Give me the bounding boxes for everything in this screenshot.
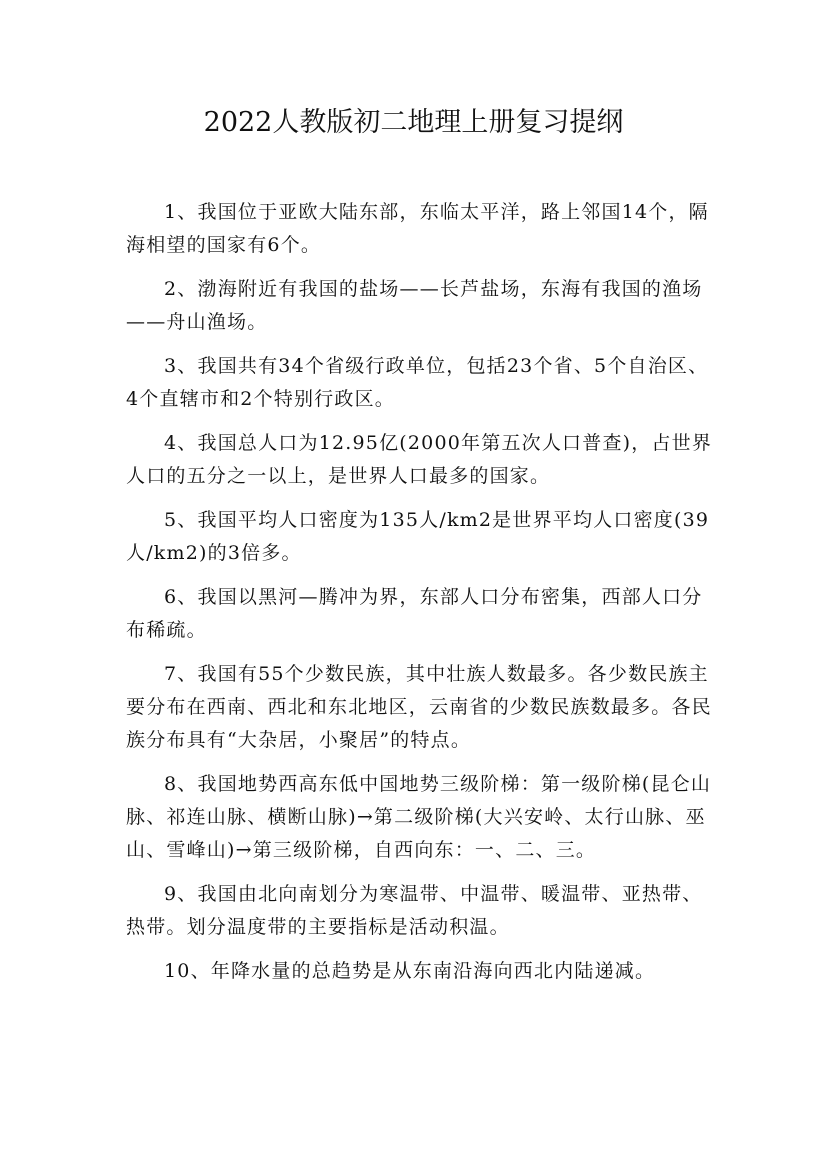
document-body (126, 196, 716, 999)
paragraph-3: 3、我国共有34个省级行政单位，包括23个省、5个自治区、4个直辖市和2个特别行政区。 (126, 355, 709, 410)
paragraph-2: 2、渤海附近有我国的盐场——长芦盐场，东海有我国的渔场——舟山渔场。 (126, 278, 703, 333)
paragraph-8: 8、我国地势西高东低中国地势三级阶梯：第一级阶梯(昆仑山脉、祁连山脉、横断山脉)→第二级阶梯(大兴安岭、太行山脉、巫山、雪峰山)→第三级阶梯，自西向东：一、二、三。 (126, 773, 712, 861)
paragraph-4: 4、我国总人口为12.95亿(2000年第五次人口普查)，占世界人口的五分之一以上，是世界人口最多的国家。 (126, 432, 713, 487)
paragraph-7: 7、我国有55个少数民族，其中壮族人数最多。各少数民族主要分布在西南、西北和东北地区，云南省的少数民族数最多。各民族分布具有“大杂居，小聚居”的特点。 (126, 663, 712, 751)
document-title: 2022人教版初二地理上册复习提纲 (203, 107, 624, 138)
paragraph-9: 9、我国由北向南划分为寒温带、中温带、暖温带、亚热带、热带。划分温度带的主要指标是活动积温。 (126, 883, 703, 938)
paragraph-6: 6、我国以黑河—腾冲为界，东部人口分布密集，西部人口分布稀疏。 (126, 586, 703, 641)
paragraph-1: 1、我国位于亚欧大陆东部，东临太平洋，路上邻国14个，隔海相望的国家有6个。 (126, 201, 709, 256)
paragraph-5: 5、我国平均人口密度为135人/km2是世界平均人口密度(39人/km2)的3倍多。 (126, 509, 710, 564)
paragraph-10: 10、年降水量的总趋势是从东南沿海向西北内陆递减。 (164, 960, 656, 982)
